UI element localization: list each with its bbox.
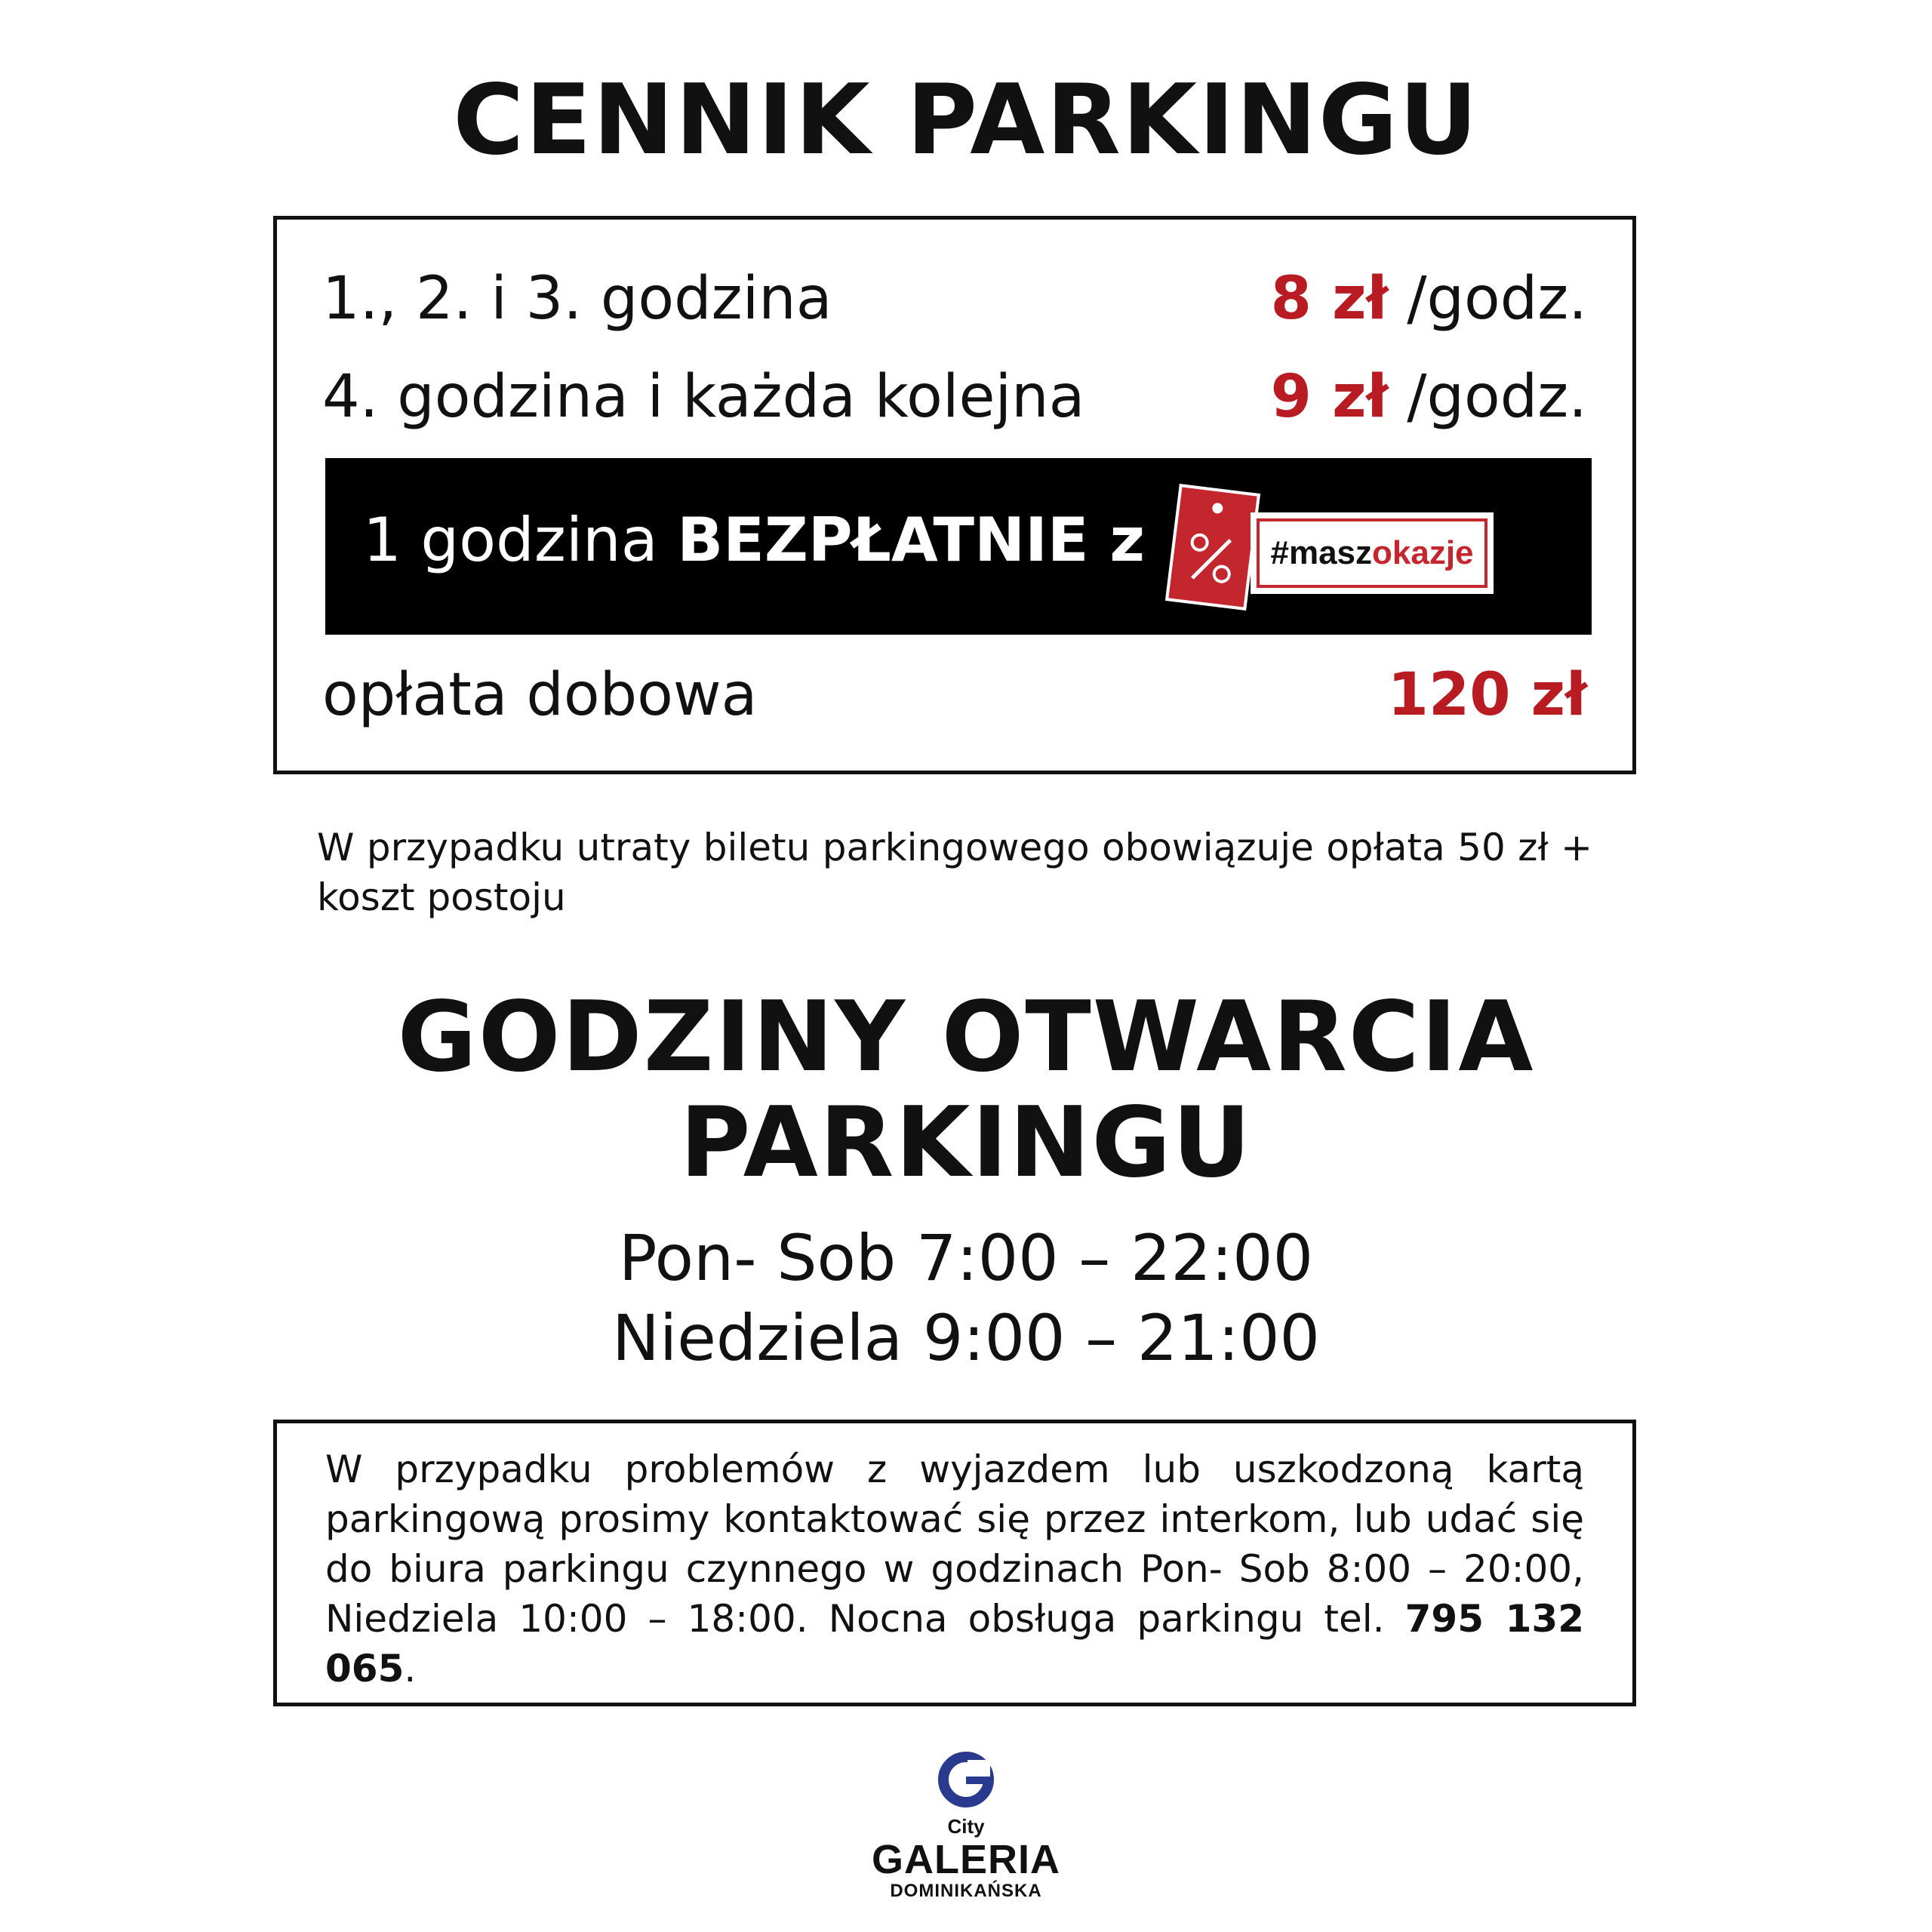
lost-ticket-note: W przypadku utraty biletu parkingowego obowiązuje opłata 50 zł + koszt postoju xyxy=(317,826,1592,919)
promo-text-bold: BEZPŁATNIE z xyxy=(677,505,1145,575)
price-row-label: opłata dobowa xyxy=(322,661,758,729)
hashtag-badge xyxy=(1251,512,1494,594)
percent-icon xyxy=(1168,487,1257,607)
phone-number: 795 132 065 xyxy=(325,1597,1584,1690)
logo-sub: DOMINIKAŃSKA xyxy=(890,1881,1042,1901)
page-title-hours xyxy=(0,981,1932,1199)
hashtag-black: #masz xyxy=(1270,534,1373,571)
promo-banner xyxy=(325,458,1592,635)
logo-name: GALERIA xyxy=(872,1837,1060,1882)
contact-info-end: . xyxy=(404,1647,417,1690)
contact-info-text: W przypadku problemów z wyjazdem lub uszkodzoną kartą parkingową prosimy kontaktować się przez interkom, lub udać się do biura parkingu czynnego w godzinach Pon- Sob 8:00 – 20:00, Niedziela 10:00 – 18:00. Nocna obsługa parkingu tel. xyxy=(325,1447,1584,1641)
price-amount: 8 zł xyxy=(1270,265,1389,333)
price-row-label: 1., 2. i 3. godzina xyxy=(322,265,832,333)
contact-info-box xyxy=(273,1420,1636,1706)
price-row-daily xyxy=(322,654,1587,737)
hours-sunday: Niedziela 9:00 – 21:00 xyxy=(612,1301,1320,1375)
hours-title-text: GODZINY OTWARCIA PARKINGU xyxy=(397,981,1535,1199)
price-amount: 9 zł xyxy=(1270,363,1389,431)
price-row-next-hours xyxy=(322,355,1587,438)
price-row-value xyxy=(1271,265,1587,333)
discount-tag-icon xyxy=(1165,484,1260,611)
price-row-label: 4. godzina i każda kolejna xyxy=(322,363,1085,431)
page-title-prices: CENNIK PARKINGU xyxy=(453,64,1479,177)
price-row-first-hours xyxy=(322,257,1587,340)
hours-weekdays: Pon- Sob 7:00 – 22:00 xyxy=(618,1221,1314,1295)
promo-text-normal: 1 godzina xyxy=(363,505,678,575)
price-amount: 120 zł xyxy=(1387,661,1587,729)
galeria-logo xyxy=(853,1749,1079,1915)
price-list-box xyxy=(273,216,1636,774)
price-unit: /godz. xyxy=(1407,265,1587,333)
price-row-value xyxy=(1271,363,1587,431)
g-logo-icon xyxy=(936,1749,996,1810)
promo-text xyxy=(363,505,1145,575)
hashtag-red: okazje xyxy=(1372,534,1474,571)
price-unit: /godz. xyxy=(1407,363,1587,431)
logo-city: City xyxy=(947,1815,985,1838)
